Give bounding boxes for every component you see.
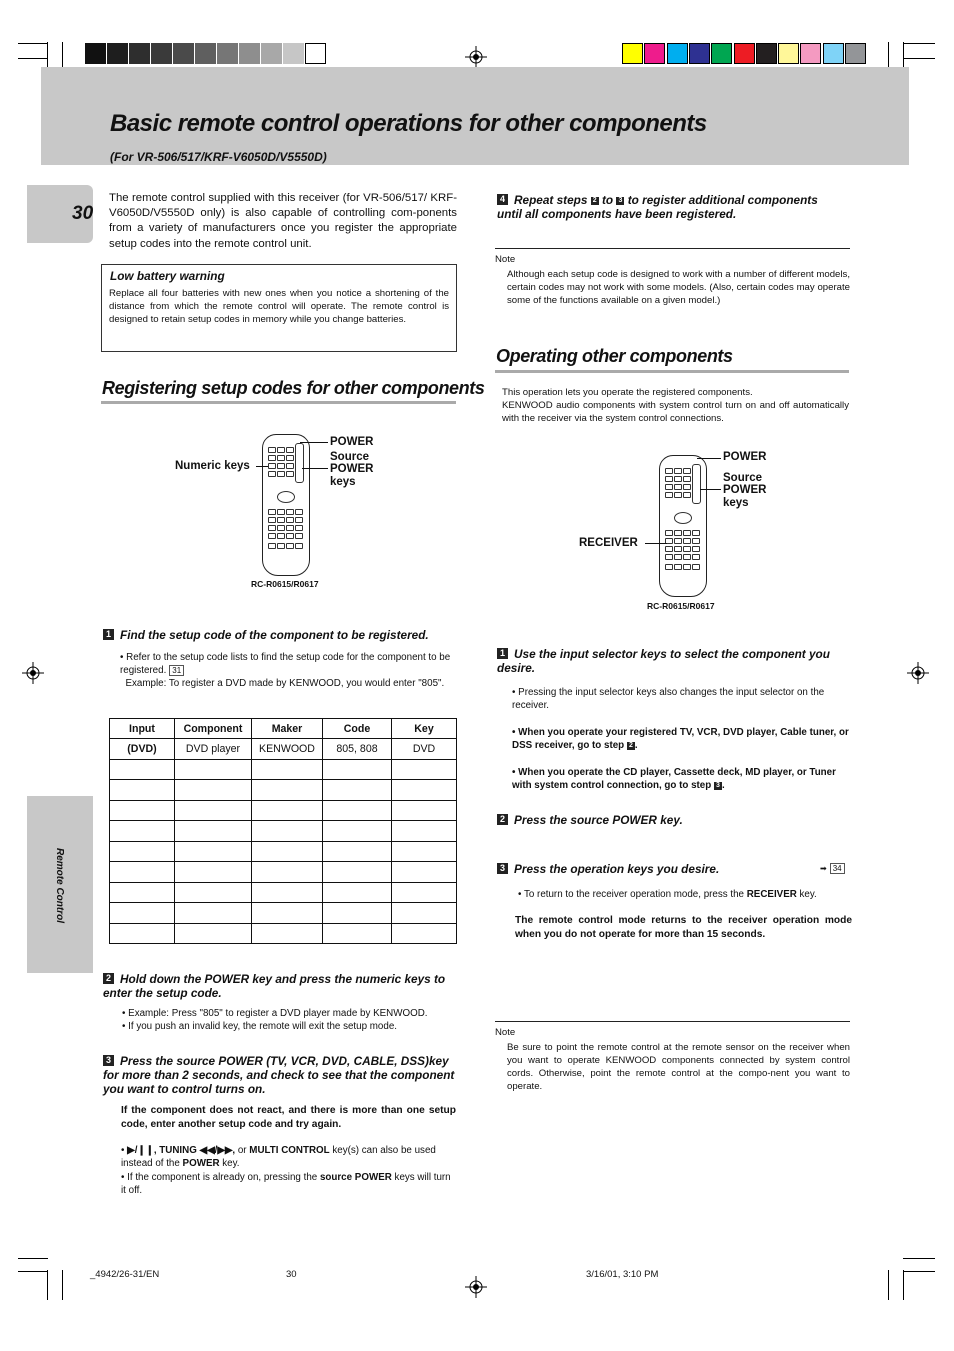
step-text: Find the setup code of the component to be registered. [120, 628, 429, 642]
bullet-text: To return to the receiver operation mode, press the [523, 889, 747, 900]
register-step-2 [103, 972, 458, 1000]
gray-swatch [129, 43, 150, 64]
register-step-1-bullet: • Refer to the setup code lists to find the setup code for the component to be registered. 31 Example: To register a DVD made by KENWOOD, you would enter "805". [120, 652, 451, 690]
setup-code-table [109, 718, 457, 944]
bullet-text: If you push an invalid key, the remote will exit the setup mode. [128, 1021, 397, 1032]
page-ref-icon: ➡ 34 [820, 863, 845, 874]
bullet-text: or [235, 1145, 250, 1156]
color-swatch [644, 43, 665, 64]
leader-line [697, 458, 721, 459]
leader-line [645, 543, 667, 544]
bullet-text: If the component is already on, pressing the [127, 1172, 320, 1183]
bullet-example: Example: To register a DVD made by KENWOOD, you would enter "805". [125, 678, 445, 690]
register-heading: Registering setup codes for other components [102, 378, 485, 398]
register-step-1 [103, 628, 463, 642]
remote-control-illustration [659, 455, 707, 597]
table-cell: DVD player [175, 739, 252, 760]
battery-warning-title: Low battery warning [110, 269, 225, 283]
page-ref-number: 34 [830, 863, 845, 874]
bullet-text: Pressing the input selector keys also changes the input selector on the receiver. [512, 687, 825, 712]
crop-mark [903, 58, 935, 59]
table-row-empty [110, 882, 457, 903]
operate-step-3-note: The remote control mode returns to the receiver operation mode when you do not operate for more than 15 seconds. [515, 915, 852, 940]
bullet-text: key(s) can also be used instead of the [121, 1145, 436, 1170]
registration-mark-icon [907, 662, 929, 684]
gray-swatch [261, 43, 282, 64]
gray-swatch [173, 43, 194, 64]
color-swatch [845, 43, 866, 64]
operate-intro-1: This operation lets you operate the registered components. [502, 387, 753, 398]
source-power-label-line2: POWER [723, 484, 767, 496]
bullet-text: When you operate the CD player, Cassette deck, MD player, or Tuner with system control connection, go to step [512, 767, 836, 792]
step-number: 4 [497, 194, 508, 205]
note-rule [495, 1021, 850, 1022]
register-step-3-note: If the component does not react, and there is more than one setup code, enter another setup code and try again. [121, 1105, 456, 1130]
color-swatch [622, 43, 643, 64]
step-text: Press the operation keys you desire. [514, 862, 720, 876]
bullet-key: MULTI CONTROL [249, 1145, 330, 1156]
operate-step-1-bold-2: • When you operate the CD player, Cassette deck, MD player, or Tuner with system control connection, go to step 3 . [512, 767, 836, 792]
gray-swatch [283, 43, 304, 64]
crop-mark [888, 1270, 889, 1300]
crop-mark [903, 1270, 904, 1300]
table-header: Key [392, 719, 457, 739]
color-swatch [711, 43, 732, 64]
footer-page: 30 [286, 1269, 297, 1280]
register-step-3 [103, 1054, 458, 1096]
step-number: 1 [103, 629, 114, 640]
bullet-key: source POWER [319, 1172, 392, 1183]
step-number: 2 [497, 814, 508, 825]
step-number: 1 [497, 648, 508, 659]
table-row-empty [110, 862, 457, 883]
operate-step-1 [497, 647, 847, 675]
step-text: Repeat steps [514, 193, 591, 207]
table-header-row [110, 719, 457, 739]
table-cell: (DVD) [110, 739, 175, 760]
register-step-4 [497, 193, 842, 221]
step-number: 3 [497, 863, 508, 874]
footer-file: _4942/26-31/EN [90, 1269, 160, 1280]
step-text: Press the source POWER key. [514, 813, 683, 827]
table-cell: DVD [392, 739, 457, 760]
table-header: Maker [252, 719, 323, 739]
table-cell: 805, 808 [323, 739, 392, 760]
bullet-text: key. [219, 1158, 240, 1170]
bullet-text: Example: Press "805" to register a DVD player made by KENWOOD. [128, 1008, 428, 1019]
table-header: Component [175, 719, 252, 739]
source-power-label-line3: keys [330, 476, 356, 488]
note-label: Note [495, 1027, 516, 1038]
remote-control-illustration [262, 434, 310, 576]
page-title: Basic remote control operations for other components [110, 110, 707, 137]
gray-swatch [217, 43, 238, 64]
bullet-text: When you operate your registered TV, VCR, DVD player, Cable tuner, or DSS receiver, go to step [512, 727, 849, 752]
page-number: 30 [72, 203, 94, 224]
bullet-keys: ▶/❙❙, TUNING ◀◀/▶▶, [127, 1145, 236, 1156]
source-power-label-line2: POWER [330, 463, 374, 475]
operate-step-3 [497, 862, 847, 876]
source-power-label-line1: Source [330, 451, 369, 463]
color-swatch [823, 43, 844, 64]
crop-mark [903, 43, 935, 44]
crop-mark [903, 1271, 935, 1272]
leader-line [302, 468, 328, 469]
numeric-keys-label: Numeric keys [175, 460, 250, 472]
table-row-empty [110, 800, 457, 821]
step-ref-number: 3 [616, 197, 624, 205]
bullet-text: keys will turn it off. [121, 1172, 451, 1197]
table-header: Code [323, 719, 392, 739]
remote-model-caption: RC-R0615/R0617 [647, 601, 715, 611]
table-row-empty [110, 923, 457, 944]
step-number: 2 [103, 973, 114, 984]
gray-swatch [107, 43, 128, 64]
registration-mark-icon [22, 662, 44, 684]
section-side-label: Remote Control [54, 848, 65, 923]
color-swatch [667, 43, 688, 64]
operate-heading-rule [495, 370, 849, 373]
step-ref-number: 2 [627, 742, 635, 750]
table-row-empty [110, 841, 457, 862]
gray-swatch [195, 43, 216, 64]
crop-mark [62, 1270, 63, 1300]
receiver-label: RECEIVER [579, 537, 638, 549]
source-power-label-line3: keys [723, 497, 749, 509]
battery-warning-text: Replace all four batteries with new ones when you notice a shortening of the distance from which the remote control will operate. The remote control is designed to retain setup codes in memory while you change batteries. [109, 288, 449, 325]
step-ref-number: 2 [591, 197, 599, 205]
table-header: Input [110, 719, 175, 739]
step-ref-number: 3 [714, 782, 722, 790]
note-text: Be sure to point the remote control at the remote sensor on the receiver when you want to operate KENWOOD components connected by system control cords. Otherwise, point the remote control at the compo-nent you want to operate. [507, 1042, 850, 1092]
table-row [110, 739, 457, 760]
note-rule [495, 248, 850, 249]
color-swatch [800, 43, 821, 64]
crop-mark [18, 1271, 48, 1272]
power-label: POWER [330, 436, 374, 448]
color-swatch [734, 43, 755, 64]
operate-step-2 [497, 813, 847, 827]
leader-line [300, 442, 328, 443]
intro-paragraph: The remote control supplied with this receiver (for VR-506/517/ KRF-V6050D/V5550D only) is also capable of controlling com-ponents from a variety of manufacturers once you register the appropriate setup codes into the remote control unit. [109, 192, 457, 250]
note-text: Although each setup code is designed to work with a number of different models, certain codes may not work with some models. (Also, certain codes may operate some of the functions available on a given model.) [507, 269, 850, 306]
table-row-empty [110, 903, 457, 924]
step-text: Hold down the POWER key and press the numeric keys to enter the setup code. [103, 972, 446, 1000]
crop-mark [18, 1258, 48, 1259]
gray-swatch [151, 43, 172, 64]
note-label: Note [495, 254, 516, 265]
power-label: POWER [723, 451, 767, 463]
color-swatch [756, 43, 777, 64]
gray-swatch [239, 43, 260, 64]
color-swatch [778, 43, 799, 64]
bullet-text: key. [796, 889, 817, 900]
leader-line [256, 466, 268, 467]
register-step-3-bullet: • ▶/❙❙, TUNING ◀◀/▶▶, or MULTI CONTROL key(s) can also be used instead of the POWER key. [121, 1145, 436, 1170]
register-step-3-bullet: • If the component is already on, pressing the source POWER keys will turn it off. [121, 1172, 451, 1197]
page-subtitle: (For VR-506/517/KRF-V6050D/V5550D) [110, 150, 327, 164]
table-row-empty [110, 759, 457, 780]
step-text: Press the source POWER (TV, VCR, DVD, CABLE, DSS)key for more than 2 seconds, and check to see that the component you want to control turns on. [103, 1054, 455, 1096]
step-number: 3 [103, 1055, 114, 1066]
register-step-2-bullet: • If you push an invalid key, the remote will exit the setup mode. [122, 1021, 397, 1032]
gray-swatch [305, 43, 326, 64]
register-step-2-bullet: • Example: Press "805" to register a DVD player made by KENWOOD. [122, 1008, 428, 1019]
operate-heading: Operating other components [496, 346, 733, 366]
register-heading-rule [101, 401, 456, 404]
footer-date: 3/16/01, 3:10 PM [586, 1269, 659, 1280]
leader-line [700, 489, 721, 490]
table-row-empty [110, 780, 457, 801]
operate-step-3-bullet: • To return to the receiver operation mode, press the RECEIVER key. [518, 889, 817, 900]
table-cell: KENWOOD [252, 739, 323, 760]
bullet-key: RECEIVER [746, 889, 797, 900]
operate-step-1-bold-1: • When you operate your registered TV, VCR, DVD player, Cable tuner, or DSS receiver, go to step 2 . [512, 727, 849, 752]
crop-mark [903, 1258, 935, 1259]
page-ref-icon: 31 [169, 665, 184, 676]
remote-model-caption: RC-R0615/R0617 [251, 579, 319, 589]
step-text: to register additional components until all components have been registered. [497, 193, 818, 221]
bullet-text: Refer to the setup code lists to find the setup code for the component to be registered. [120, 652, 451, 677]
registration-mark-icon [465, 46, 487, 68]
crop-mark [47, 1270, 48, 1300]
table-row-empty [110, 821, 457, 842]
crop-mark [18, 43, 48, 44]
bullet-key: POWER [182, 1158, 220, 1170]
source-power-label-line1: Source [723, 472, 762, 484]
crop-mark [18, 58, 48, 59]
operate-intro-2: KENWOOD audio components with system control turn on and off automatically with the receiver via the system control connections. [502, 400, 849, 424]
registration-mark-icon [465, 1276, 487, 1298]
operate-step-1-bullet: • Pressing the input selector keys also changes the input selector on the receiver. [512, 687, 825, 712]
gray-swatch [85, 43, 106, 64]
step-text: Use the input selector keys to select the component you desire. [497, 647, 830, 675]
color-swatch [689, 43, 710, 64]
step-text: to [598, 193, 617, 207]
